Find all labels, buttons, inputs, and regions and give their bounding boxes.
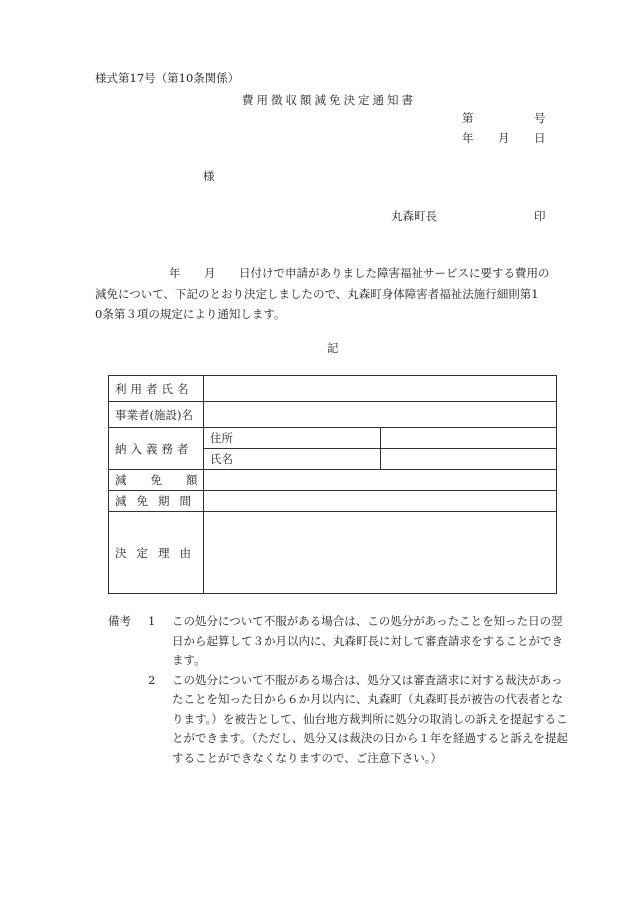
body-line-1: 日付けで申請がありました障害福祉サービスに要する費用の	[239, 266, 550, 280]
value-reduction-amount	[204, 470, 557, 491]
label-decision-reason: 決定理由	[109, 512, 204, 594]
label-text: 利用者氏名	[115, 381, 193, 396]
note-text: この処分について不服がある場合は、処分又は審査請求に対する裁決があったことを知った日から６か月以内に、丸森町（丸森町長が被告の代表者となります。）を被告として、仙台地方裁判所に処分の取消しの訴えを提起することができます。（ただし、処分又は裁決の日から１年を経過すると訴えを提起することができなくなりますので、ご注意下さい。）	[172, 672, 568, 765]
addressee-honorific: 様	[203, 169, 215, 183]
label-address: 住所	[204, 428, 381, 449]
form-number: 様式第17号（第10条関係）	[95, 71, 240, 85]
decision-table	[108, 375, 557, 594]
value-name	[380, 449, 557, 470]
date-month: 月	[498, 131, 510, 145]
body-year: 年	[169, 266, 181, 280]
notes-section	[108, 612, 578, 768]
value-reduction-period	[204, 491, 557, 512]
value-user-name	[204, 376, 557, 402]
note-number: 2	[148, 672, 156, 687]
value-address	[380, 428, 557, 449]
note-item-2	[108, 671, 578, 769]
body-line-2: 減免について、下記のとおり決定しましたので、丸森町身体障害者福祉法施行細則第1	[95, 287, 539, 301]
note-number: 1	[148, 614, 156, 628]
value-provider-name	[204, 402, 557, 428]
label-name: 氏名	[204, 449, 381, 470]
doc-no-prefix: 第	[462, 111, 474, 125]
label-obligor: 納入義務者	[109, 428, 204, 470]
notes-label: 備考	[108, 614, 131, 628]
doc-no-suffix: 号	[534, 111, 546, 125]
label-reduction-amount: 減免額	[109, 470, 204, 491]
ki-heading: 記	[327, 341, 339, 355]
label-provider-name: 事業者(施設)名	[109, 402, 204, 428]
date-day: 日	[534, 131, 546, 145]
value-decision-reason	[204, 512, 557, 594]
document-title: 費用徴収額減免決定通知書	[242, 93, 416, 107]
issuer-seal: 印	[534, 209, 546, 223]
body-month: 月	[204, 266, 216, 280]
date-year: 年	[462, 131, 474, 145]
note-text: この処分について不服がある場合は、この処分があったことを知った日の翌日から起算して３か月以内に、丸森町長に対して審査請求をすることができます。	[172, 614, 563, 667]
issuer-name: 丸森町長	[391, 209, 437, 223]
body-line-3: 0条第３項の規定により通知します。	[95, 307, 286, 321]
label-reduction-period: 減免期間	[109, 491, 204, 512]
note-item-1	[108, 612, 578, 671]
label-user-name	[109, 376, 204, 402]
